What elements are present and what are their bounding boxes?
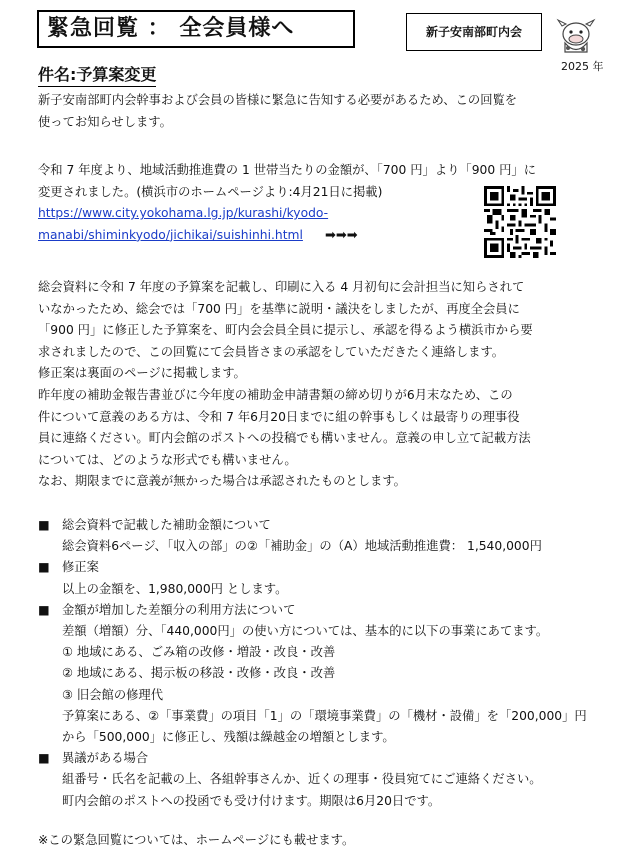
section-heading: 総会資料で記載した補助金額について	[62, 518, 271, 532]
body-line: なお、期限までに意義が無かった場合は承認されたものとします。	[38, 474, 406, 489]
city-url-link[interactable]: https://www.city.yokohama.lg.jp/kurashi/kyodo-	[38, 206, 329, 221]
body-line: 昨年度の補助金報告書並びに今年度の補助金申請書類の締め切りが6月末なため、この	[38, 387, 513, 402]
intro-paragraph	[38, 90, 608, 133]
cow-mascot-icon	[556, 16, 596, 56]
notice-line: 変更されました。(横浜市のホームページより:4月21日に掲載)	[38, 184, 383, 199]
bullet-icon: ■	[38, 602, 50, 617]
bullet-icon: ■	[38, 518, 50, 532]
section-line: 予算案にある、②「事業費」の項目「1」の「環境事業費」の「機材・設備」を「200,000」円	[62, 708, 587, 723]
list-item: ② 地域にある、掲示板の移設・改修・改良・改善	[62, 666, 336, 681]
body-line: 総会資料に令和 7 年度の予算案を記載し、印刷に入る 4 月初旬に会計担当に知らされて	[38, 280, 525, 294]
subject-heading: 件名:予算案変更	[38, 62, 156, 87]
body-line: については、どのような形式でも構いません。	[38, 452, 297, 467]
section-line: 差額（増額）分、「440,000円」の使い方については、基本的に以下の事業にあてます。	[62, 624, 549, 639]
section-heading: 異議がある場合	[62, 751, 149, 766]
notice-title: 緊急回覧 ： 全会員様へ	[37, 10, 355, 48]
year-label: 2025 年	[561, 60, 604, 73]
notice-line: 令和 7 年度より、地域活動推進費の 1 世帯当たりの金額が、「700 円」より「900 円」に	[38, 163, 536, 177]
body-line: 件について意義のある方は、令和 7 年6月20日までに組の幹事もしくは最寄りの理事役	[38, 409, 520, 424]
intro-line: 使ってお知らせします。	[38, 114, 172, 129]
body-line: 求されましたので、この回覧にて会員皆さまの承認をしていただきたく連絡します。	[38, 344, 505, 359]
body-line: いなかったため、総会では「700 円」を基準に説明・議決をしましたが、再度全会員に	[38, 301, 520, 316]
arrow-icons: ➡➡➡	[324, 227, 358, 243]
bullet-icon: ■	[38, 751, 50, 766]
body-line: 「900 円」に修正した予算案を、町内会会員全員に提示し、承認を得るよう横浜市から要	[38, 323, 533, 338]
section-line: 町内会館のポストへの投函でも受け付けます。期限は6月20日です。	[62, 793, 441, 808]
section-heading: 金額が増加した差額分の利用方法について	[62, 602, 296, 617]
section-heading: 修正案	[62, 560, 99, 575]
intro-line: 新子安南部町内会幹事および会員の皆様に緊急に告知する必要があるため、この回覧を	[38, 93, 518, 107]
organization-name: 新子安南部町内会	[406, 13, 542, 51]
list-item: ① 地域にある、ごみ箱の改修・増設・改良・改善	[62, 645, 336, 660]
bullet-icon: ■	[38, 560, 50, 575]
section-line: 組番号・氏名を記載の上、各組幹事さんか、近くの理事・役員宛てにご連絡ください。	[62, 772, 542, 787]
section-line: から「500,000」に修正し、残額は繰越金の増額とします。	[62, 730, 395, 745]
section-line: 以上の金額を、1,980,000円 とします。	[62, 581, 288, 596]
city-url-link[interactable]: manabi/shiminkyodo/jichikai/suishinhi.html	[38, 227, 303, 242]
explanation-paragraph	[38, 277, 608, 493]
section-line: 総会資料6ページ、「収入の部」の②「補助金」の（A）地域活動推進費： 1,540,000円	[62, 539, 542, 554]
body-line: 修正案は裏面のページに掲載します。	[38, 366, 246, 381]
footer-note: ※この緊急回覧については、ホームページにも載せます。	[38, 833, 355, 847]
qr-code-icon[interactable]	[484, 186, 556, 258]
details-sections	[38, 515, 608, 812]
body-line: 員に連絡ください。町内会館のポストへの投稿でも構いません。意義の申し立て記載方法	[38, 431, 531, 446]
list-item: ③ 旧会館の修理代	[62, 687, 164, 702]
